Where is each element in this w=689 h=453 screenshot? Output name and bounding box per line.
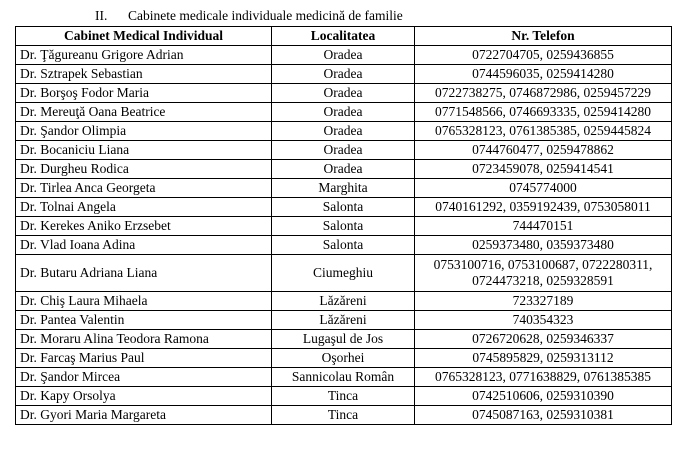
cell-phone (415, 179, 672, 198)
table-row (16, 179, 672, 198)
cell-phone (415, 236, 672, 255)
cell-cabinet-name: Dr. Şandor Mircea (16, 368, 272, 387)
phone-numbers-line: 0765328123, 0761385385, 0259445824 (435, 123, 651, 138)
section-heading (95, 8, 403, 24)
cell-cabinet-name: Dr. Butaru Adriana Liana (16, 255, 272, 292)
cell-cabinet-name: Dr. Sztrapek Sebastian (16, 65, 272, 84)
phone-numbers-line: 0765328123, 0771638829, 0761385385 (435, 369, 651, 384)
section-title: Cabinete medicale individuale medicină de familie (128, 8, 403, 23)
phone-numbers-line: 0722738275, 0746872986, 0259457229 (435, 85, 651, 100)
cell-locality: Tinca (272, 387, 415, 406)
phone-numbers-line: 744470151 (512, 218, 574, 233)
table-row (16, 65, 672, 84)
cell-locality: Salonta (272, 217, 415, 236)
cell-locality: Oşorhei (272, 349, 415, 368)
table-row (16, 255, 672, 292)
cell-locality: Oradea (272, 103, 415, 122)
table-row (16, 122, 672, 141)
cell-phone (415, 292, 672, 311)
phone-numbers-line: 0259373480, 0359373480 (472, 237, 614, 252)
cell-cabinet-name: Dr. Tirlea Anca Georgeta (16, 179, 272, 198)
cell-phone (415, 160, 672, 179)
cell-locality: Tinca (272, 406, 415, 425)
phone-numbers-line: 0745895829, 0259313112 (472, 350, 614, 365)
cell-cabinet-name: Dr. Pantea Valentin (16, 311, 272, 330)
cell-cabinet-name: Dr. Vlad Ioana Adina (16, 236, 272, 255)
phone-numbers-line: 723327189 (512, 293, 574, 308)
cell-locality: Marghita (272, 179, 415, 198)
cell-locality: Sannicolau Român (272, 368, 415, 387)
cell-locality: Lăzăreni (272, 311, 415, 330)
cell-locality: Ciumeghiu (272, 255, 415, 292)
table-row (16, 236, 672, 255)
table-row (16, 217, 672, 236)
cell-cabinet-name: Dr. Moraru Alina Teodora Ramona (16, 330, 272, 349)
table-row (16, 330, 672, 349)
cell-phone (415, 330, 672, 349)
cell-phone (415, 217, 672, 236)
section-number: II. (95, 8, 108, 23)
table-row (16, 198, 672, 217)
cell-cabinet-name: Dr. Gyori Maria Margareta (16, 406, 272, 425)
cell-locality: Lăzăreni (272, 292, 415, 311)
table-row (16, 292, 672, 311)
cell-cabinet-name: Dr. Chiş Laura Mihaela (16, 292, 272, 311)
cell-phone (415, 65, 672, 84)
header-cabinet: Cabinet Medical Individual (16, 27, 272, 46)
phone-numbers-line: 0724473218, 0259328591 (472, 273, 614, 288)
phone-numbers-line: 0771548566, 0746693335, 0259414280 (435, 104, 651, 119)
cell-locality: Oradea (272, 141, 415, 160)
cell-phone (415, 311, 672, 330)
cell-locality: Oradea (272, 160, 415, 179)
clinic-directory-table (15, 26, 672, 425)
cell-cabinet-name: Dr. Kapy Orsolya (16, 387, 272, 406)
cell-phone (415, 103, 672, 122)
table-row (16, 103, 672, 122)
table-row (16, 387, 672, 406)
cell-phone (415, 122, 672, 141)
cell-phone (415, 141, 672, 160)
cell-locality: Oradea (272, 46, 415, 65)
cell-locality: Oradea (272, 65, 415, 84)
cell-locality: Salonta (272, 198, 415, 217)
phone-numbers-line: 0744760477, 0259478862 (472, 142, 614, 157)
table-body (16, 46, 672, 425)
cell-phone (415, 84, 672, 103)
header-locality: Localitatea (272, 27, 415, 46)
phone-numbers-line: 0742510606, 0259310390 (472, 388, 614, 403)
cell-cabinet-name: Dr. Mereuţă Oana Beatrice (16, 103, 272, 122)
cell-phone (415, 406, 672, 425)
phone-numbers-line: 0723459078, 0259414541 (472, 161, 614, 176)
cell-phone (415, 198, 672, 217)
phone-numbers-line: 0744596035, 0259414280 (472, 66, 614, 81)
cell-cabinet-name: Dr. Borşoş Fodor Maria (16, 84, 272, 103)
cell-locality: Oradea (272, 122, 415, 141)
cell-locality: Lugaşul de Jos (272, 330, 415, 349)
phone-numbers-line: 0753100716, 0753100687, 0722280311, (433, 257, 653, 272)
table-header-row (16, 27, 672, 46)
table-row (16, 46, 672, 65)
table-row (16, 160, 672, 179)
cell-cabinet-name: Dr. Şandor Olimpia (16, 122, 272, 141)
table-row (16, 84, 672, 103)
table-row (16, 406, 672, 425)
table-row (16, 368, 672, 387)
cell-cabinet-name: Dr. Tolnai Angela (16, 198, 272, 217)
cell-phone (415, 368, 672, 387)
cell-phone (415, 387, 672, 406)
cell-cabinet-name: Dr. Durgheu Rodica (16, 160, 272, 179)
phone-numbers-line: 0722704705, 0259436855 (472, 47, 614, 62)
phone-numbers-line: 0745087163, 0259310381 (472, 407, 614, 422)
table-row (16, 141, 672, 160)
cell-phone (415, 255, 672, 292)
cell-locality: Oradea (272, 84, 415, 103)
table-row (16, 349, 672, 368)
cell-phone (415, 46, 672, 65)
header-phone: Nr. Telefon (415, 27, 672, 46)
phone-numbers-line: 0726720628, 0259346337 (472, 331, 614, 346)
table-row (16, 311, 672, 330)
cell-cabinet-name: Dr. Ţăgureanu Grigore Adrian (16, 46, 272, 65)
cell-cabinet-name: Dr. Bocaniciu Liana (16, 141, 272, 160)
cell-cabinet-name: Dr. Farcaş Marius Paul (16, 349, 272, 368)
phone-numbers-line: 0740161292, 0359192439, 0753058011 (435, 199, 651, 214)
phone-numbers-line: 740354323 (512, 312, 574, 327)
phone-numbers-line: 0745774000 (509, 180, 577, 195)
cell-cabinet-name: Dr. Kerekes Aniko Erzsebet (16, 217, 272, 236)
cell-phone (415, 349, 672, 368)
cell-locality: Salonta (272, 236, 415, 255)
